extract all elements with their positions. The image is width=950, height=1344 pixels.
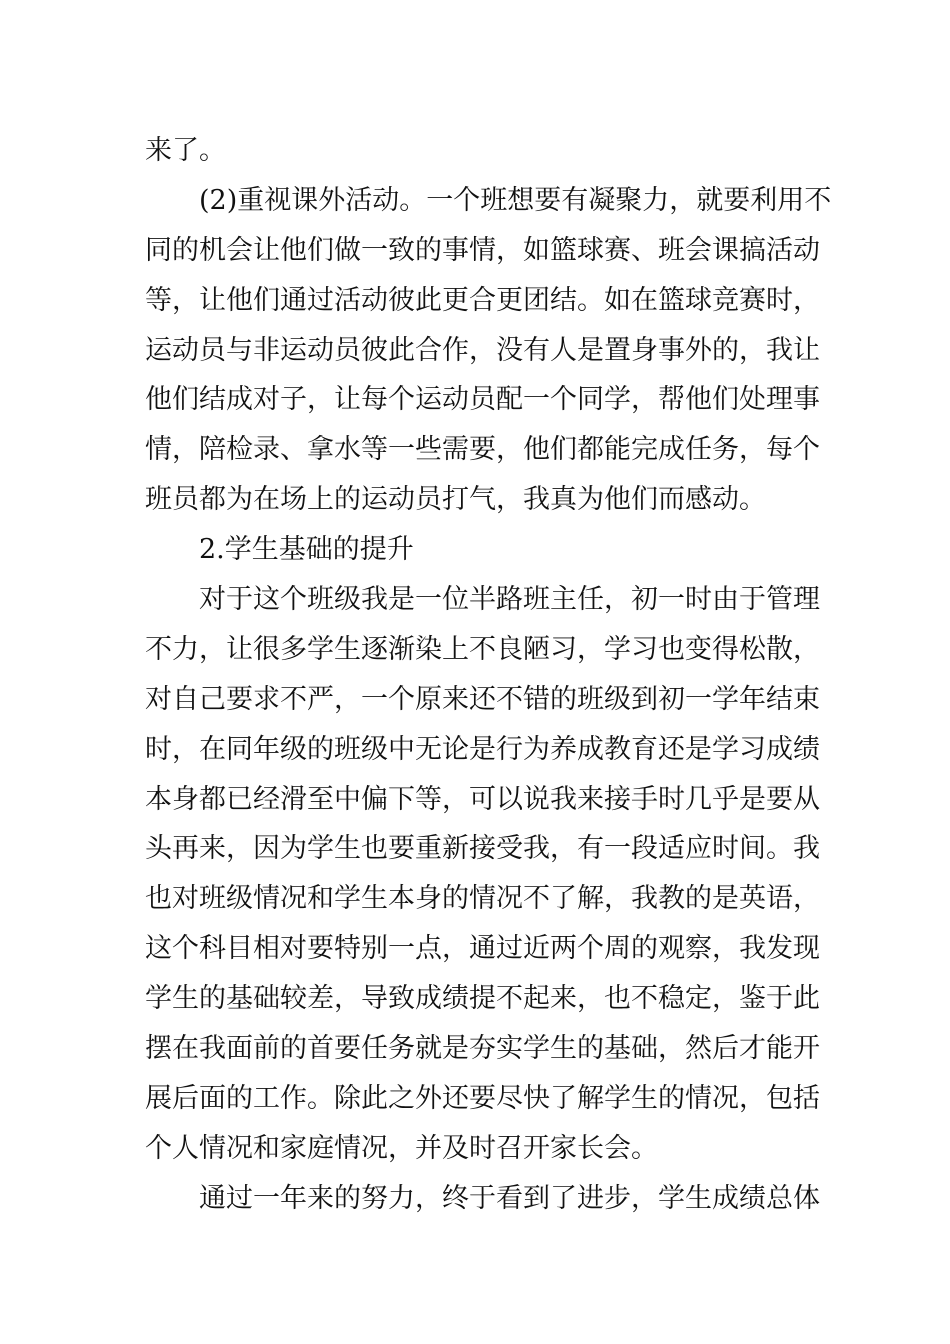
text-line: 学生的基础较差，导致成绩提不起来，也不稳定，鉴于此 (145, 983, 820, 1015)
document-body (145, 126, 832, 1224)
text-line: 展后面的工作。除此之外还要尽快了解学生的情况，包括 (145, 1082, 820, 1114)
text-line: 来了。 (145, 135, 226, 166)
section-heading: 2.学生基础的提升 (199, 534, 414, 566)
text-line: 班员都为在场上的运动员打气，我真为他们而感动。 (145, 484, 766, 516)
text-line: 头再来，因为学生也要重新接受我，有一段适应时间。我 (145, 833, 820, 865)
text-line: 时，在同年级的班级中无论是行为养成教育还是学习成绩 (145, 733, 820, 765)
text-line: 也对班级情况和学生本身的情况不了解，我教的是英语， (145, 883, 820, 915)
text-line: 对于这个班级我是一位半路班主任，初一时由于管理 (199, 584, 820, 616)
text-line: 等，让他们通过活动彼此更合更团结。如在篮球竞赛时， (145, 284, 820, 316)
text-line: 对自己要求不严，一个原来还不错的班级到初一学年结束 (145, 683, 820, 715)
text-line: 情，陪检录、拿水等一些需要，他们都能完成任务，每个 (145, 434, 820, 466)
text-line: 他们结成对子，让每个运动员配一个同学，帮他们处理事 (145, 384, 820, 416)
text-line: 摆在我面前的首要任务就是夯实学生的基础，然后才能开 (145, 1033, 820, 1065)
text-line: 运动员与非运动员彼此合作，没有人是置身事外的，我让 (145, 334, 820, 366)
text-line: 同的机会让他们做一致的事情，如篮球赛、班会课搞活动 (145, 234, 820, 266)
text-line: 通过一年来的努力，终于看到了进步，学生成绩总体 (199, 1182, 820, 1214)
text-line: 个人情况和家庭情况，并及时召开家长会。 (145, 1132, 658, 1164)
text-line: (2)重视课外活动。一个班想要有凝聚力，就要利用不 (199, 184, 832, 216)
text-line: 这个科目相对要特别一点，通过近两个周的观察，我发现 (145, 933, 820, 965)
text-line: 不力，让很多学生逐渐染上不良陋习，学习也变得松散， (145, 633, 820, 665)
text-line: 本身都已经滑至中偏下等，可以说我来接手时几乎是要从 (145, 783, 820, 815)
